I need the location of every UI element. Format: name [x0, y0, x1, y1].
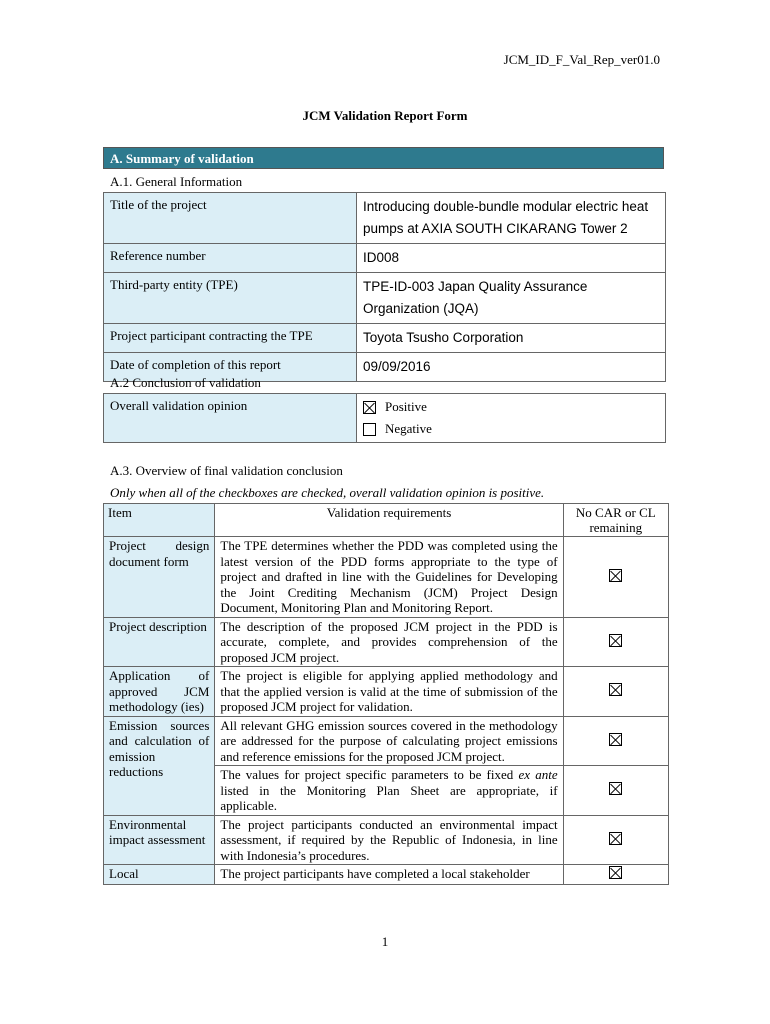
conclusion-table	[103, 393, 666, 443]
row-value: TPE-ID-003 Japan Quality Assurance Organization (JQA)	[357, 273, 666, 324]
checked-checkbox-icon[interactable]	[609, 569, 622, 582]
item-cell: Project design document form	[104, 537, 215, 618]
checked-checkbox-icon[interactable]	[363, 401, 376, 414]
option-positive	[363, 396, 659, 418]
row-value: 09/09/2016	[357, 353, 666, 382]
table-row	[104, 394, 666, 443]
page-number: 1	[381, 934, 389, 949]
requirement-emphasis: ex ante	[518, 767, 558, 782]
table-header-row	[104, 504, 669, 537]
checkbox-cell	[563, 766, 668, 816]
checked-checkbox-icon[interactable]	[609, 683, 622, 696]
checkbox-cell	[563, 617, 668, 667]
requirement-cell: The TPE determines whether the PDD was completed using the latest version of the PDD forms appropriate to the type of project and drafted in line with the Guidelines for Developing the Joint Crediting Mechanism (JCM) Project Design Document, Monitoring Plan and Monitoring Report.	[215, 537, 563, 618]
table-row	[104, 193, 666, 244]
requirement-cell: The description of the proposed JCM project in the PDD is accurate, complete, and provides comprehension of the proposed JCM project.	[215, 617, 563, 667]
a3-note: Only when all of the checkboxes are checked, overall validation opinion is positive.	[110, 485, 545, 500]
validation-overview-table	[103, 503, 669, 885]
column-header-item: Item	[104, 504, 215, 537]
requirement-text: The values for project specific parameters to be fixed	[220, 767, 519, 782]
general-information-table	[103, 192, 666, 382]
a3-heading: A.3. Overview of final validation conclusion	[110, 463, 343, 478]
row-label: Title of the project	[104, 193, 357, 244]
row-value: Introducing double-bundle modular electric heat pumps at AXIA SOUTH CIKARANG Tower 2	[357, 193, 666, 244]
a2-heading: A.2 Conclusion of validation	[110, 375, 261, 390]
checked-checkbox-icon[interactable]	[609, 832, 622, 845]
option-negative	[363, 418, 659, 440]
option-label: Negative	[385, 421, 432, 436]
item-cell: Local	[104, 865, 215, 885]
table-row	[104, 716, 669, 766]
opinion-options	[357, 394, 666, 443]
item-cell: Environmental impact assessment	[104, 815, 215, 865]
item-cell: Project description	[104, 617, 215, 667]
table-row	[104, 667, 669, 717]
row-label: Reference number	[104, 244, 357, 273]
column-header-no-car: No CAR or CL remaining	[563, 504, 668, 537]
table-row	[104, 537, 669, 618]
table-row	[104, 815, 669, 865]
row-label: Overall validation opinion	[104, 394, 357, 443]
row-value: ID008	[357, 244, 666, 273]
document-id: JCM_ID_F_Val_Rep_ver01.0	[503, 52, 660, 67]
checkbox-cell	[563, 537, 668, 618]
table-row	[104, 244, 666, 273]
checkbox-cell	[563, 865, 668, 885]
item-cell: Emission sources and calculation of emission reductions	[104, 716, 215, 815]
checkbox-cell	[563, 716, 668, 766]
requirement-cell: The project is eligible for applying applied methodology and that the applied version is valid at the time of submission of the proposed JCM project for validation.	[215, 667, 563, 717]
empty-checkbox-icon[interactable]	[363, 423, 376, 436]
a1-heading: A.1. General Information	[110, 174, 243, 189]
section-a-header: A. Summary of validation	[103, 147, 664, 169]
checkbox-cell	[563, 667, 668, 717]
requirement-text: listed in the Monitoring Plan Sheet are appropriate, if applicable.	[220, 782, 558, 813]
requirement-cell: The project participants conducted an environmental impact assessment, if required by the Republic of Indonesia, in line with Indonesia’s procedures.	[215, 815, 563, 865]
requirement-cell	[215, 766, 563, 816]
row-label: Project participant contracting the TPE	[104, 324, 357, 353]
requirement-cell: All relevant GHG emission sources covered in the methodology are addressed for the purpose of calculating project emissions and reference emissions for the proposed JCM project.	[215, 716, 563, 766]
checked-checkbox-icon[interactable]	[609, 733, 622, 746]
table-row	[104, 617, 669, 667]
row-label: Date of completion of this report	[104, 353, 357, 382]
row-value: Toyota Tsusho Corporation	[357, 324, 666, 353]
item-cell: Application of approved JCM methodology (ies)	[104, 667, 215, 717]
table-row	[104, 273, 666, 324]
row-label: Third-party entity (TPE)	[104, 273, 357, 324]
checkbox-cell	[563, 815, 668, 865]
option-label: Positive	[385, 399, 427, 414]
table-row	[104, 865, 669, 885]
requirement-cell: The project participants have completed a local stakeholder	[215, 865, 563, 885]
checked-checkbox-icon[interactable]	[609, 866, 622, 879]
checked-checkbox-icon[interactable]	[609, 634, 622, 647]
table-row	[104, 324, 666, 353]
page-title: JCM Validation Report Form	[302, 108, 468, 123]
checked-checkbox-icon[interactable]	[609, 782, 622, 795]
column-header-requirements: Validation requirements	[215, 504, 563, 537]
